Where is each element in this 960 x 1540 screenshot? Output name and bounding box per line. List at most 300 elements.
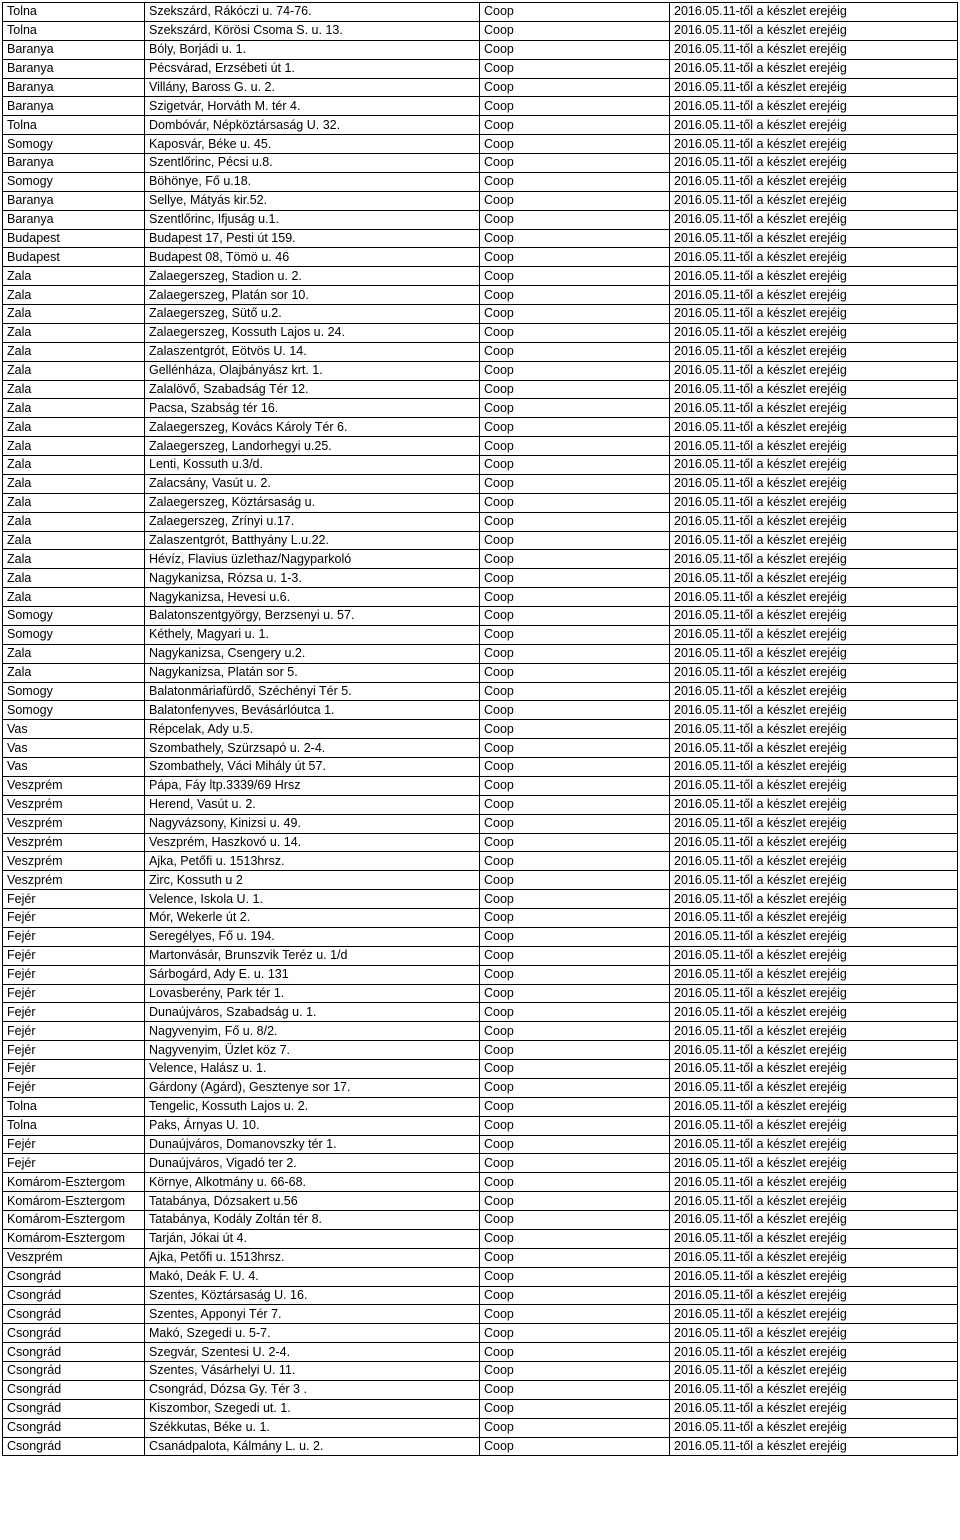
- table-row: [3, 569, 958, 588]
- chain-cell: Coop: [480, 154, 670, 173]
- chain-cell: Coop: [480, 1286, 670, 1305]
- table-row: [3, 1399, 958, 1418]
- chain-cell: Coop: [480, 286, 670, 305]
- address-cell: Zalaegerszeg, Platán sor 10.: [145, 286, 480, 305]
- validity-cell: 2016.05.11-től a készlet erejéig: [670, 323, 958, 342]
- validity-cell: 2016.05.11-től a készlet erejéig: [670, 927, 958, 946]
- chain-cell: Coop: [480, 531, 670, 550]
- address-cell: Csongrád, Dózsa Gy. Tér 3 .: [145, 1380, 480, 1399]
- chain-cell: Coop: [480, 191, 670, 210]
- validity-cell: 2016.05.11-től a készlet erejéig: [670, 758, 958, 777]
- chain-cell: Coop: [480, 1248, 670, 1267]
- chain-cell: Coop: [480, 739, 670, 758]
- chain-cell: Coop: [480, 1343, 670, 1362]
- address-cell: Hévíz, Flavius üzlethaz/Nagyparkoló: [145, 550, 480, 569]
- chain-cell: Coop: [480, 927, 670, 946]
- address-cell: Tatabánya, Kodály Zoltán tér 8.: [145, 1211, 480, 1230]
- chain-cell: Coop: [480, 1380, 670, 1399]
- county-cell: Somogy: [3, 172, 145, 191]
- address-cell: Szentes, Apponyi Tér 7.: [145, 1305, 480, 1324]
- table-row: [3, 927, 958, 946]
- address-cell: Környe, Alkotmány u. 66-68.: [145, 1173, 480, 1192]
- address-cell: Csanádpalota, Kálmány L. u. 2.: [145, 1437, 480, 1456]
- address-cell: Szekszárd, Körösi Csoma S. u. 13.: [145, 21, 480, 40]
- validity-cell: 2016.05.11-től a készlet erejéig: [670, 210, 958, 229]
- validity-cell: 2016.05.11-től a készlet erejéig: [670, 833, 958, 852]
- county-cell: Fejér: [3, 890, 145, 909]
- chain-cell: Coop: [480, 1060, 670, 1079]
- validity-cell: 2016.05.11-től a készlet erejéig: [670, 97, 958, 116]
- table-row: [3, 1267, 958, 1286]
- county-cell: Fejér: [3, 1003, 145, 1022]
- table-row: [3, 267, 958, 286]
- address-cell: Nagyvenyim, Fő u. 8/2.: [145, 1022, 480, 1041]
- county-cell: Zala: [3, 361, 145, 380]
- table-row: [3, 380, 958, 399]
- address-cell: Makó, Deák F. U. 4.: [145, 1267, 480, 1286]
- address-cell: Zalalövő, Szabadság Tér 12.: [145, 380, 480, 399]
- county-cell: Csongrád: [3, 1286, 145, 1305]
- address-cell: Nagyvenyim, Üzlet köz 7.: [145, 1041, 480, 1060]
- county-cell: Fejér: [3, 1060, 145, 1079]
- chain-cell: Coop: [480, 946, 670, 965]
- table-row: [3, 720, 958, 739]
- table-row: [3, 78, 958, 97]
- table-row: [3, 795, 958, 814]
- chain-cell: Coop: [480, 607, 670, 626]
- chain-cell: Coop: [480, 1135, 670, 1154]
- validity-cell: 2016.05.11-től a készlet erejéig: [670, 739, 958, 758]
- chain-cell: Coop: [480, 1173, 670, 1192]
- validity-cell: 2016.05.11-től a készlet erejéig: [670, 474, 958, 493]
- county-cell: Fejér: [3, 1041, 145, 1060]
- address-cell: Mór, Wekerle út 2.: [145, 909, 480, 928]
- table-row: [3, 512, 958, 531]
- address-cell: Szegvár, Szentesi U. 2-4.: [145, 1343, 480, 1362]
- address-cell: Dombóvár, Népköztársaság U. 32.: [145, 116, 480, 135]
- validity-cell: 2016.05.11-től a készlet erejéig: [670, 456, 958, 475]
- chain-cell: Coop: [480, 1041, 670, 1060]
- county-cell: Csongrád: [3, 1437, 145, 1456]
- county-cell: Veszprém: [3, 1248, 145, 1267]
- address-cell: Zalaegerszeg, Zrínyi u.17.: [145, 512, 480, 531]
- address-cell: Dunaújváros, Szabadság u. 1.: [145, 1003, 480, 1022]
- address-cell: Dunaújváros, Domanovszky tér 1.: [145, 1135, 480, 1154]
- county-cell: Fejér: [3, 946, 145, 965]
- address-cell: Velence, Halász u. 1.: [145, 1060, 480, 1079]
- validity-cell: 2016.05.11-től a készlet erejéig: [670, 946, 958, 965]
- chain-cell: Coop: [480, 833, 670, 852]
- chain-cell: Coop: [480, 720, 670, 739]
- table-row: [3, 135, 958, 154]
- county-cell: Vas: [3, 720, 145, 739]
- address-cell: Nagykanizsa, Rózsa u. 1-3.: [145, 569, 480, 588]
- county-cell: Baranya: [3, 191, 145, 210]
- table-row: [3, 21, 958, 40]
- chain-cell: Coop: [480, 625, 670, 644]
- table-row: [3, 758, 958, 777]
- table-row: [3, 1380, 958, 1399]
- address-cell: Szentes, Vásárhelyi U. 11.: [145, 1362, 480, 1381]
- address-cell: Herend, Vasút u. 2.: [145, 795, 480, 814]
- address-cell: Nagyvázsony, Kinizsi u. 49.: [145, 814, 480, 833]
- chain-cell: Coop: [480, 1097, 670, 1116]
- county-cell: Csongrád: [3, 1380, 145, 1399]
- chain-cell: Coop: [480, 871, 670, 890]
- address-cell: Zalaszentgrót, Batthyány L.u.22.: [145, 531, 480, 550]
- address-cell: Balatonszentgyörgy, Berzsenyi u. 57.: [145, 607, 480, 626]
- table-row: [3, 1248, 958, 1267]
- table-row: [3, 871, 958, 890]
- county-cell: Zala: [3, 437, 145, 456]
- table-row: [3, 1362, 958, 1381]
- table-row: [3, 1211, 958, 1230]
- county-cell: Budapest: [3, 229, 145, 248]
- county-cell: Tolna: [3, 1097, 145, 1116]
- table-row: [3, 418, 958, 437]
- address-cell: Budapest 17, Pesti út 159.: [145, 229, 480, 248]
- validity-cell: 2016.05.11-től a készlet erejéig: [670, 965, 958, 984]
- address-cell: Nagykanizsa, Csengery u.2.: [145, 644, 480, 663]
- chain-cell: Coop: [480, 682, 670, 701]
- county-cell: Baranya: [3, 154, 145, 173]
- table-row: [3, 682, 958, 701]
- table-row: [3, 984, 958, 1003]
- address-cell: Pacsa, Szabság tér 16.: [145, 399, 480, 418]
- table-row: [3, 1229, 958, 1248]
- address-cell: Sellye, Mátyás kir.52.: [145, 191, 480, 210]
- validity-cell: 2016.05.11-től a készlet erejéig: [670, 3, 958, 22]
- validity-cell: 2016.05.11-től a készlet erejéig: [670, 1380, 958, 1399]
- validity-cell: 2016.05.11-től a készlet erejéig: [670, 1060, 958, 1079]
- address-cell: Paks, Árnyas U. 10.: [145, 1116, 480, 1135]
- table-row: [3, 437, 958, 456]
- chain-cell: Coop: [480, 588, 670, 607]
- validity-cell: 2016.05.11-től a készlet erejéig: [670, 40, 958, 59]
- chain-cell: Coop: [480, 21, 670, 40]
- validity-cell: 2016.05.11-től a készlet erejéig: [670, 191, 958, 210]
- address-cell: Zalaegerszeg, Köztársaság u.: [145, 493, 480, 512]
- county-cell: Zala: [3, 418, 145, 437]
- address-cell: Szentes, Köztársaság U. 16.: [145, 1286, 480, 1305]
- address-cell: Zirc, Kossuth u 2: [145, 871, 480, 890]
- county-cell: Fejér: [3, 927, 145, 946]
- chain-cell: Coop: [480, 512, 670, 531]
- table-row: [3, 97, 958, 116]
- table-row: [3, 399, 958, 418]
- address-cell: Lenti, Kossuth u.3/d.: [145, 456, 480, 475]
- validity-cell: 2016.05.11-től a készlet erejéig: [670, 663, 958, 682]
- county-cell: Zala: [3, 588, 145, 607]
- table-row: [3, 1078, 958, 1097]
- validity-cell: 2016.05.11-től a készlet erejéig: [670, 890, 958, 909]
- chain-cell: Coop: [480, 909, 670, 928]
- address-cell: Balatonmáriafürdő, Széchényi Tér 5.: [145, 682, 480, 701]
- table-row: [3, 909, 958, 928]
- table-row: [3, 305, 958, 324]
- address-cell: Pécsvárad, Erzsébeti út 1.: [145, 59, 480, 78]
- table-row: [3, 1041, 958, 1060]
- address-cell: Tengelic, Kossuth Lajos u. 2.: [145, 1097, 480, 1116]
- validity-cell: 2016.05.11-től a készlet erejéig: [670, 116, 958, 135]
- address-cell: Lovasberény, Park tér 1.: [145, 984, 480, 1003]
- address-cell: Répcelak, Ady u.5.: [145, 720, 480, 739]
- table-row: [3, 3, 958, 22]
- county-cell: Somogy: [3, 625, 145, 644]
- county-cell: Zala: [3, 323, 145, 342]
- county-cell: Somogy: [3, 135, 145, 154]
- validity-cell: 2016.05.11-től a készlet erejéig: [670, 437, 958, 456]
- validity-cell: 2016.05.11-től a készlet erejéig: [670, 1248, 958, 1267]
- county-cell: Fejér: [3, 984, 145, 1003]
- chain-cell: Coop: [480, 267, 670, 286]
- address-cell: Tarján, Jókai út 4.: [145, 1229, 480, 1248]
- table-row: [3, 474, 958, 493]
- address-cell: Gárdony (Agárd), Gesztenye sor 17.: [145, 1078, 480, 1097]
- table-row: [3, 1003, 958, 1022]
- validity-cell: 2016.05.11-től a készlet erejéig: [670, 1286, 958, 1305]
- address-cell: Zalaegerszeg, Stadion u. 2.: [145, 267, 480, 286]
- table-row: [3, 342, 958, 361]
- table-row: [3, 286, 958, 305]
- validity-cell: 2016.05.11-től a készlet erejéig: [670, 644, 958, 663]
- address-cell: Kéthely, Magyari u. 1.: [145, 625, 480, 644]
- table-row: [3, 172, 958, 191]
- table-row: [3, 739, 958, 758]
- address-cell: Balatonfenyves, Bevásárlóutca 1.: [145, 701, 480, 720]
- county-cell: Tolna: [3, 116, 145, 135]
- validity-cell: 2016.05.11-től a készlet erejéig: [670, 135, 958, 154]
- address-cell: Tatabánya, Dózsakert u.56: [145, 1192, 480, 1211]
- chain-cell: Coop: [480, 550, 670, 569]
- validity-cell: 2016.05.11-től a készlet erejéig: [670, 512, 958, 531]
- chain-cell: Coop: [480, 342, 670, 361]
- address-cell: Böhönye, Fő u.18.: [145, 172, 480, 191]
- county-cell: Vas: [3, 739, 145, 758]
- address-cell: Makó, Szegedi u. 5-7.: [145, 1324, 480, 1343]
- chain-cell: Coop: [480, 493, 670, 512]
- county-cell: Somogy: [3, 607, 145, 626]
- county-cell: Zala: [3, 569, 145, 588]
- chain-cell: Coop: [480, 323, 670, 342]
- chain-cell: Coop: [480, 852, 670, 871]
- table-row: [3, 456, 958, 475]
- address-cell: Kaposvár, Béke u. 45.: [145, 135, 480, 154]
- validity-cell: 2016.05.11-től a készlet erejéig: [670, 1173, 958, 1192]
- validity-cell: 2016.05.11-től a készlet erejéig: [670, 1362, 958, 1381]
- validity-cell: 2016.05.11-től a készlet erejéig: [670, 154, 958, 173]
- table-row: [3, 644, 958, 663]
- validity-cell: 2016.05.11-től a készlet erejéig: [670, 1211, 958, 1230]
- chain-cell: Coop: [480, 776, 670, 795]
- chain-cell: Coop: [480, 758, 670, 777]
- validity-cell: 2016.05.11-től a készlet erejéig: [670, 569, 958, 588]
- validity-cell: 2016.05.11-től a készlet erejéig: [670, 248, 958, 267]
- table-row: [3, 814, 958, 833]
- county-cell: Baranya: [3, 97, 145, 116]
- validity-cell: 2016.05.11-től a készlet erejéig: [670, 607, 958, 626]
- address-cell: Velence, Iskola U. 1.: [145, 890, 480, 909]
- table-row: [3, 1154, 958, 1173]
- address-cell: Zalaegerszeg, Landorhegyi u.25.: [145, 437, 480, 456]
- validity-cell: 2016.05.11-től a készlet erejéig: [670, 1192, 958, 1211]
- validity-cell: 2016.05.11-től a készlet erejéig: [670, 776, 958, 795]
- chain-cell: Coop: [480, 890, 670, 909]
- chain-cell: Coop: [480, 984, 670, 1003]
- address-cell: Zalaegerszeg, Kossuth Lajos u. 24.: [145, 323, 480, 342]
- county-cell: Fejér: [3, 965, 145, 984]
- chain-cell: Coop: [480, 1003, 670, 1022]
- store-table: [2, 2, 958, 1456]
- validity-cell: 2016.05.11-től a készlet erejéig: [670, 984, 958, 1003]
- chain-cell: Coop: [480, 1154, 670, 1173]
- county-cell: Zala: [3, 399, 145, 418]
- county-cell: Zala: [3, 342, 145, 361]
- address-cell: Zalacsány, Vasút u. 2.: [145, 474, 480, 493]
- county-cell: Zala: [3, 267, 145, 286]
- county-cell: Csongrád: [3, 1418, 145, 1437]
- validity-cell: 2016.05.11-től a készlet erejéig: [670, 1116, 958, 1135]
- address-cell: Nagykanizsa, Hevesi u.6.: [145, 588, 480, 607]
- county-cell: Veszprém: [3, 852, 145, 871]
- table-row: [3, 191, 958, 210]
- table-row: [3, 229, 958, 248]
- validity-cell: 2016.05.11-től a készlet erejéig: [670, 229, 958, 248]
- table-row: [3, 248, 958, 267]
- validity-cell: 2016.05.11-től a készlet erejéig: [670, 1418, 958, 1437]
- validity-cell: 2016.05.11-től a készlet erejéig: [670, 1154, 958, 1173]
- address-cell: Kiszombor, Szegedi ut. 1.: [145, 1399, 480, 1418]
- validity-cell: 2016.05.11-től a készlet erejéig: [670, 795, 958, 814]
- county-cell: Baranya: [3, 78, 145, 97]
- validity-cell: 2016.05.11-től a készlet erejéig: [670, 1399, 958, 1418]
- table-row: [3, 852, 958, 871]
- address-cell: Zalaszentgrót, Eötvös U. 14.: [145, 342, 480, 361]
- county-cell: Tolna: [3, 21, 145, 40]
- validity-cell: 2016.05.11-től a készlet erejéig: [670, 588, 958, 607]
- validity-cell: 2016.05.11-től a készlet erejéig: [670, 286, 958, 305]
- county-cell: Veszprém: [3, 795, 145, 814]
- county-cell: Veszprém: [3, 833, 145, 852]
- chain-cell: Coop: [480, 1116, 670, 1135]
- table-row: [3, 1097, 958, 1116]
- table-row: [3, 1305, 958, 1324]
- county-cell: Somogy: [3, 682, 145, 701]
- validity-cell: 2016.05.11-től a készlet erejéig: [670, 399, 958, 418]
- address-cell: Seregélyes, Fő u. 194.: [145, 927, 480, 946]
- validity-cell: 2016.05.11-től a készlet erejéig: [670, 701, 958, 720]
- table-row: [3, 210, 958, 229]
- chain-cell: Coop: [480, 418, 670, 437]
- table-row: [3, 625, 958, 644]
- address-cell: Szentlőrinc, Ifjuság u.1.: [145, 210, 480, 229]
- chain-cell: Coop: [480, 40, 670, 59]
- store-list-sheet: [2, 2, 957, 1456]
- chain-cell: Coop: [480, 116, 670, 135]
- county-cell: Veszprém: [3, 871, 145, 890]
- county-cell: Zala: [3, 512, 145, 531]
- chain-cell: Coop: [480, 795, 670, 814]
- table-row: [3, 154, 958, 173]
- county-cell: Baranya: [3, 59, 145, 78]
- county-cell: Csongrád: [3, 1343, 145, 1362]
- county-cell: Somogy: [3, 701, 145, 720]
- chain-cell: Coop: [480, 1211, 670, 1230]
- table-row: [3, 1286, 958, 1305]
- chain-cell: Coop: [480, 1022, 670, 1041]
- county-cell: Zala: [3, 663, 145, 682]
- chain-cell: Coop: [480, 474, 670, 493]
- validity-cell: 2016.05.11-től a készlet erejéig: [670, 1343, 958, 1362]
- validity-cell: 2016.05.11-től a készlet erejéig: [670, 1078, 958, 1097]
- chain-cell: Coop: [480, 210, 670, 229]
- table-row: [3, 493, 958, 512]
- table-row: [3, 1324, 958, 1343]
- address-cell: Székkutas, Béke u. 1.: [145, 1418, 480, 1437]
- table-row: [3, 607, 958, 626]
- table-row: [3, 323, 958, 342]
- validity-cell: 2016.05.11-től a készlet erejéig: [670, 531, 958, 550]
- validity-cell: 2016.05.11-től a készlet erejéig: [670, 682, 958, 701]
- table-row: [3, 946, 958, 965]
- chain-cell: Coop: [480, 248, 670, 267]
- county-cell: Komárom-Esztergom: [3, 1173, 145, 1192]
- table-row: [3, 1135, 958, 1154]
- table-row: [3, 890, 958, 909]
- chain-cell: Coop: [480, 1078, 670, 1097]
- chain-cell: Coop: [480, 456, 670, 475]
- validity-cell: 2016.05.11-től a készlet erejéig: [670, 59, 958, 78]
- chain-cell: Coop: [480, 569, 670, 588]
- table-row: [3, 116, 958, 135]
- county-cell: Baranya: [3, 40, 145, 59]
- address-cell: Sárbogárd, Ady E. u. 131: [145, 965, 480, 984]
- county-cell: Fejér: [3, 1078, 145, 1097]
- table-row: [3, 776, 958, 795]
- table-row: [3, 59, 958, 78]
- county-cell: Baranya: [3, 210, 145, 229]
- validity-cell: 2016.05.11-től a készlet erejéig: [670, 1135, 958, 1154]
- chain-cell: Coop: [480, 59, 670, 78]
- county-cell: Fejér: [3, 909, 145, 928]
- validity-cell: 2016.05.11-től a készlet erejéig: [670, 78, 958, 97]
- chain-cell: Coop: [480, 1437, 670, 1456]
- county-cell: Zala: [3, 550, 145, 569]
- address-cell: Ajka, Petőfi u. 1513hrsz.: [145, 852, 480, 871]
- table-row: [3, 40, 958, 59]
- validity-cell: 2016.05.11-től a készlet erejéig: [670, 267, 958, 286]
- county-cell: Csongrád: [3, 1305, 145, 1324]
- address-cell: Ajka, Petőfi u. 1513hrsz.: [145, 1248, 480, 1267]
- chain-cell: Coop: [480, 361, 670, 380]
- county-cell: Csongrád: [3, 1267, 145, 1286]
- county-cell: Veszprém: [3, 776, 145, 795]
- chain-cell: Coop: [480, 1418, 670, 1437]
- validity-cell: 2016.05.11-től a készlet erejéig: [670, 871, 958, 890]
- table-row: [3, 550, 958, 569]
- county-cell: Zala: [3, 644, 145, 663]
- county-cell: Zala: [3, 305, 145, 324]
- chain-cell: Coop: [480, 380, 670, 399]
- chain-cell: Coop: [480, 399, 670, 418]
- chain-cell: Coop: [480, 701, 670, 720]
- validity-cell: 2016.05.11-től a készlet erejéig: [670, 814, 958, 833]
- address-cell: Gellénháza, Olajbányász krt. 1.: [145, 361, 480, 380]
- chain-cell: Coop: [480, 437, 670, 456]
- validity-cell: 2016.05.11-től a készlet erejéig: [670, 1305, 958, 1324]
- table-row: [3, 531, 958, 550]
- validity-cell: 2016.05.11-től a készlet erejéig: [670, 361, 958, 380]
